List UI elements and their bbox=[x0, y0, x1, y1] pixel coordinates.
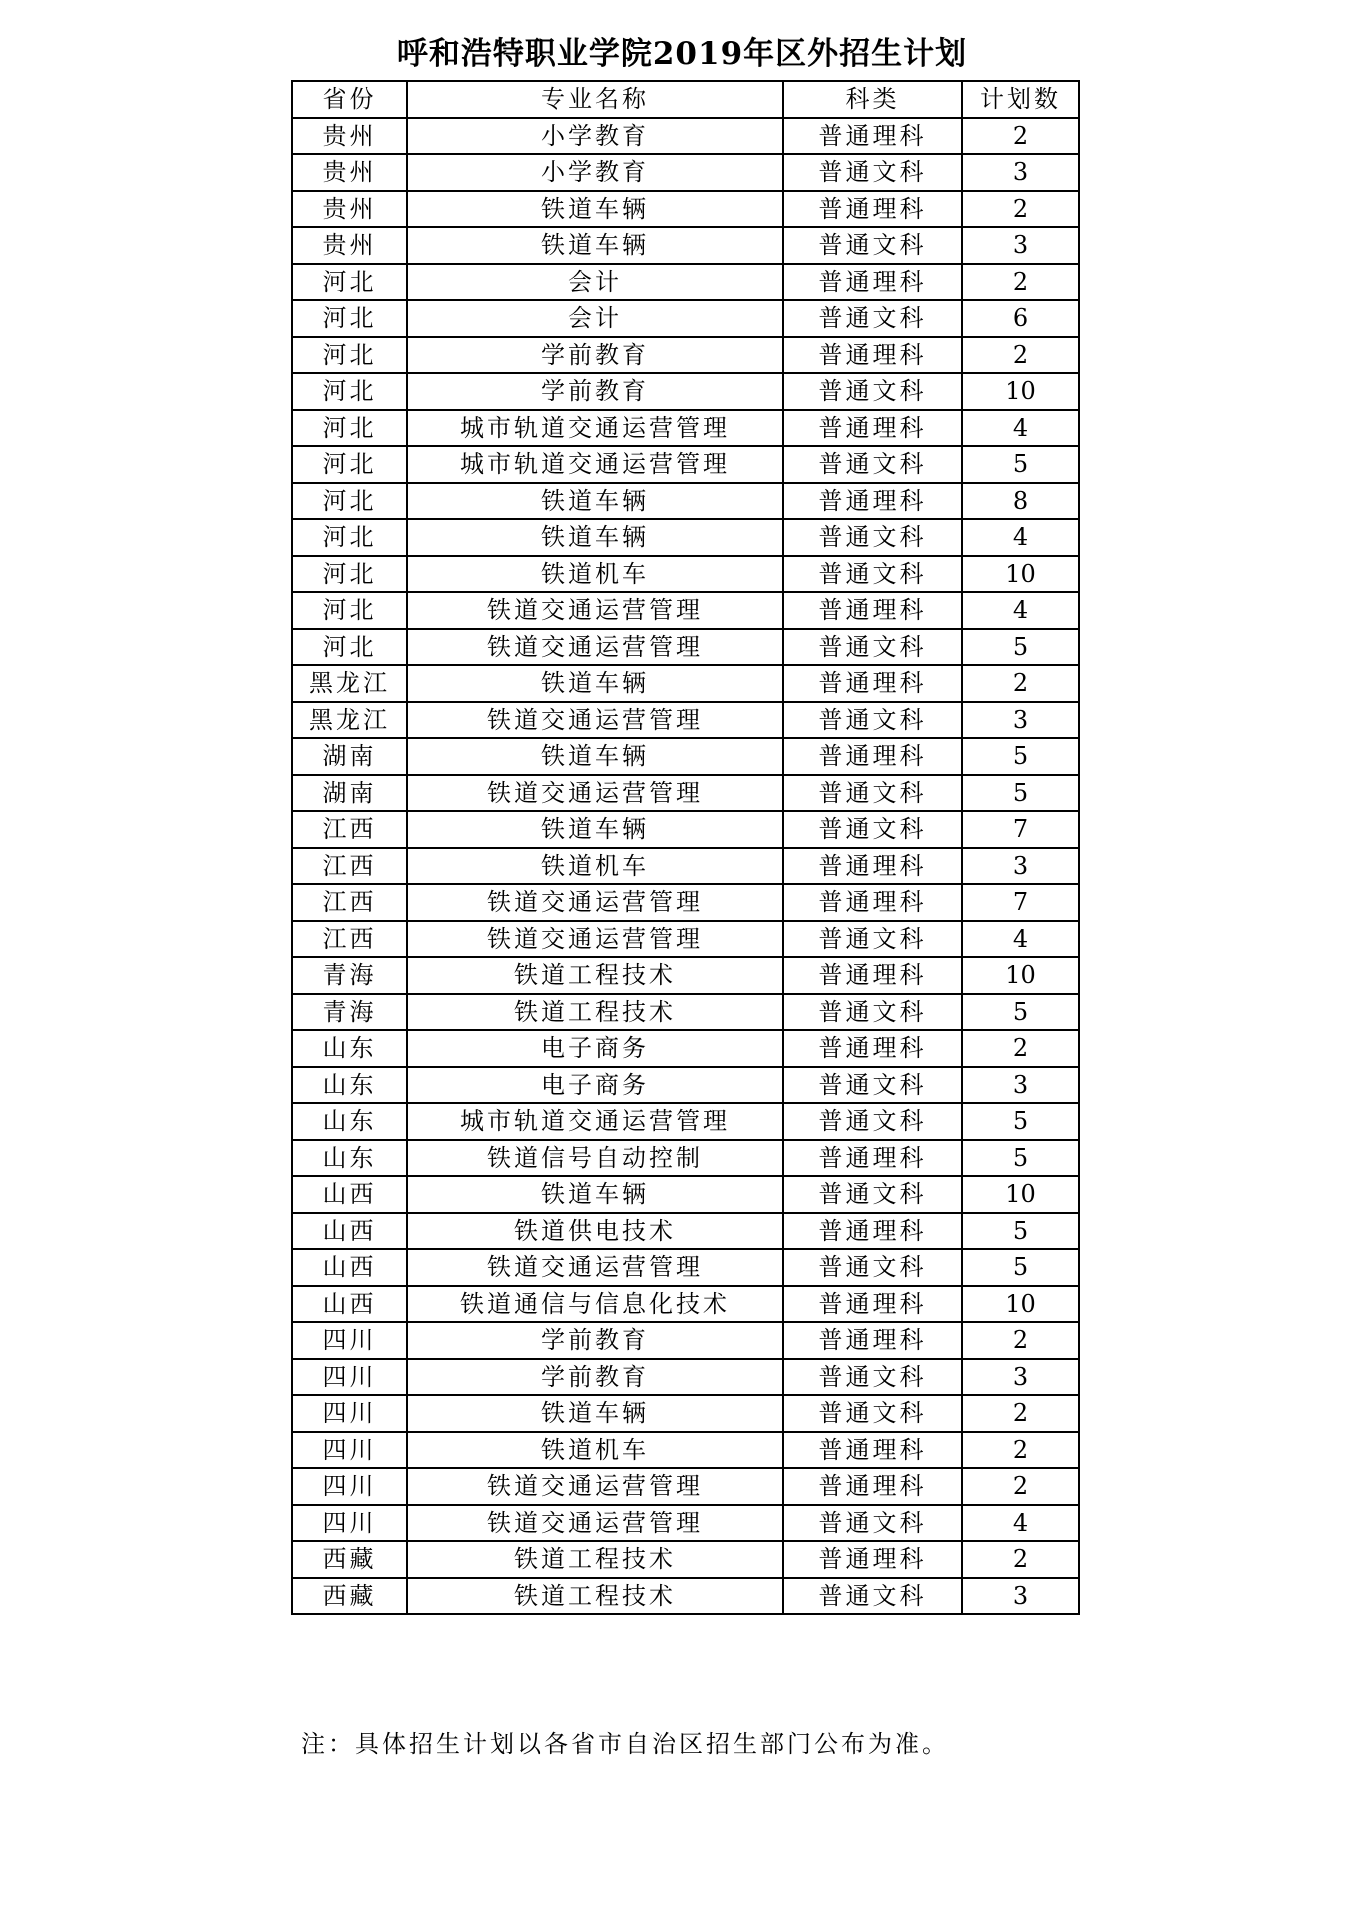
province-cell: 河北 bbox=[292, 373, 407, 410]
major-cell: 城市轨道交通运营管理 bbox=[407, 446, 783, 483]
plan-count-cell: 4 bbox=[962, 921, 1079, 958]
table-row bbox=[292, 1103, 1079, 1140]
category-cell: 普通文科 bbox=[783, 1249, 962, 1286]
table-row bbox=[292, 191, 1079, 228]
table-row bbox=[292, 300, 1079, 337]
major-cell: 铁道交通运营管理 bbox=[407, 775, 783, 812]
plan-count-cell: 2 bbox=[962, 264, 1079, 301]
province-cell: 河北 bbox=[292, 556, 407, 593]
plan-count-cell: 4 bbox=[962, 592, 1079, 629]
table-row bbox=[292, 811, 1079, 848]
province-cell: 山西 bbox=[292, 1249, 407, 1286]
province-cell: 青海 bbox=[292, 957, 407, 994]
province-cell: 河北 bbox=[292, 592, 407, 629]
province-cell: 贵州 bbox=[292, 191, 407, 228]
plan-count-cell: 10 bbox=[962, 957, 1079, 994]
plan-count-cell: 4 bbox=[962, 519, 1079, 556]
table-row bbox=[292, 373, 1079, 410]
major-cell: 铁道交通运营管理 bbox=[407, 592, 783, 629]
table-row bbox=[292, 1359, 1079, 1396]
plan-count-cell: 3 bbox=[962, 848, 1079, 885]
plan-count-cell: 4 bbox=[962, 410, 1079, 447]
plan-count-cell: 7 bbox=[962, 811, 1079, 848]
category-cell: 普通文科 bbox=[783, 446, 962, 483]
header-plan-count: 计划数 bbox=[962, 81, 1079, 118]
table-header-row bbox=[292, 81, 1079, 118]
table-row bbox=[292, 665, 1079, 702]
category-cell: 普通文科 bbox=[783, 373, 962, 410]
table-row bbox=[292, 1432, 1079, 1469]
major-cell: 铁道车辆 bbox=[407, 738, 783, 775]
province-cell: 贵州 bbox=[292, 154, 407, 191]
major-cell: 铁道车辆 bbox=[407, 665, 783, 702]
major-cell: 小学教育 bbox=[407, 118, 783, 155]
plan-count-cell: 5 bbox=[962, 1213, 1079, 1250]
major-cell: 铁道交通运营管理 bbox=[407, 629, 783, 666]
table-row bbox=[292, 519, 1079, 556]
plan-count-cell: 2 bbox=[962, 665, 1079, 702]
category-cell: 普通理科 bbox=[783, 1286, 962, 1323]
category-cell: 普通理科 bbox=[783, 738, 962, 775]
footnote: 注：具体招生计划以各省市自治区招生部门公布为准。 bbox=[301, 1730, 949, 1758]
province-cell: 江西 bbox=[292, 848, 407, 885]
province-cell: 河北 bbox=[292, 300, 407, 337]
major-cell: 铁道车辆 bbox=[407, 519, 783, 556]
province-cell: 山东 bbox=[292, 1103, 407, 1140]
major-cell: 城市轨道交通运营管理 bbox=[407, 1103, 783, 1140]
plan-count-cell: 2 bbox=[962, 1322, 1079, 1359]
category-cell: 普通文科 bbox=[783, 519, 962, 556]
major-cell: 小学教育 bbox=[407, 154, 783, 191]
category-cell: 普通理科 bbox=[783, 1213, 962, 1250]
province-cell: 山西 bbox=[292, 1213, 407, 1250]
category-cell: 普通理科 bbox=[783, 848, 962, 885]
province-cell: 河北 bbox=[292, 264, 407, 301]
province-cell: 山东 bbox=[292, 1030, 407, 1067]
province-cell: 河北 bbox=[292, 519, 407, 556]
province-cell: 河北 bbox=[292, 446, 407, 483]
category-cell: 普通文科 bbox=[783, 154, 962, 191]
table-row bbox=[292, 848, 1079, 885]
major-cell: 铁道车辆 bbox=[407, 483, 783, 520]
major-cell: 铁道通信与信息化技术 bbox=[407, 1286, 783, 1323]
province-cell: 四川 bbox=[292, 1395, 407, 1432]
table-row bbox=[292, 1176, 1079, 1213]
category-cell: 普通文科 bbox=[783, 775, 962, 812]
major-cell: 铁道车辆 bbox=[407, 1176, 783, 1213]
category-cell: 普通文科 bbox=[783, 811, 962, 848]
category-cell: 普通理科 bbox=[783, 410, 962, 447]
table-row bbox=[292, 337, 1079, 374]
table-row bbox=[292, 1322, 1079, 1359]
major-cell: 铁道交通运营管理 bbox=[407, 884, 783, 921]
major-cell: 铁道机车 bbox=[407, 1432, 783, 1469]
category-cell: 普通理科 bbox=[783, 264, 962, 301]
major-cell: 铁道交通运营管理 bbox=[407, 1249, 783, 1286]
category-cell: 普通文科 bbox=[783, 227, 962, 264]
province-cell: 黑龙江 bbox=[292, 665, 407, 702]
major-cell: 铁道工程技术 bbox=[407, 994, 783, 1031]
table-row bbox=[292, 738, 1079, 775]
plan-count-cell: 8 bbox=[962, 483, 1079, 520]
plan-count-cell: 10 bbox=[962, 1286, 1079, 1323]
table-row bbox=[292, 884, 1079, 921]
category-cell: 普通理科 bbox=[783, 592, 962, 629]
category-cell: 普通理科 bbox=[783, 957, 962, 994]
category-cell: 普通文科 bbox=[783, 1103, 962, 1140]
plan-count-cell: 3 bbox=[962, 702, 1079, 739]
province-cell: 湖南 bbox=[292, 738, 407, 775]
plan-count-cell: 5 bbox=[962, 1103, 1079, 1140]
province-cell: 江西 bbox=[292, 811, 407, 848]
header-major: 专业名称 bbox=[407, 81, 783, 118]
table-row bbox=[292, 1395, 1079, 1432]
province-cell: 河北 bbox=[292, 337, 407, 374]
province-cell: 河北 bbox=[292, 483, 407, 520]
major-cell: 铁道机车 bbox=[407, 556, 783, 593]
plan-count-cell: 10 bbox=[962, 373, 1079, 410]
province-cell: 四川 bbox=[292, 1468, 407, 1505]
plan-count-cell: 2 bbox=[962, 1432, 1079, 1469]
major-cell: 铁道车辆 bbox=[407, 191, 783, 228]
plan-count-cell: 5 bbox=[962, 775, 1079, 812]
plan-count-cell: 2 bbox=[962, 191, 1079, 228]
major-cell: 会计 bbox=[407, 264, 783, 301]
table-row bbox=[292, 1213, 1079, 1250]
major-cell: 铁道车辆 bbox=[407, 811, 783, 848]
plan-count-cell: 2 bbox=[962, 1395, 1079, 1432]
plan-count-cell: 5 bbox=[962, 446, 1079, 483]
category-cell: 普通文科 bbox=[783, 1578, 962, 1615]
table-row bbox=[292, 1578, 1079, 1615]
plan-count-cell: 3 bbox=[962, 1359, 1079, 1396]
category-cell: 普通理科 bbox=[783, 337, 962, 374]
major-cell: 铁道机车 bbox=[407, 848, 783, 885]
table-row bbox=[292, 446, 1079, 483]
major-cell: 城市轨道交通运营管理 bbox=[407, 410, 783, 447]
category-cell: 普通理科 bbox=[783, 191, 962, 228]
plan-count-cell: 2 bbox=[962, 1468, 1079, 1505]
category-cell: 普通理科 bbox=[783, 118, 962, 155]
table-row bbox=[292, 702, 1079, 739]
table-row bbox=[292, 1505, 1079, 1542]
major-cell: 铁道工程技术 bbox=[407, 1578, 783, 1615]
province-cell: 贵州 bbox=[292, 118, 407, 155]
category-cell: 普通理科 bbox=[783, 1140, 962, 1177]
province-cell: 四川 bbox=[292, 1432, 407, 1469]
plan-count-cell: 7 bbox=[962, 884, 1079, 921]
category-cell: 普通文科 bbox=[783, 921, 962, 958]
category-cell: 普通理科 bbox=[783, 483, 962, 520]
category-cell: 普通理科 bbox=[783, 1541, 962, 1578]
province-cell: 山西 bbox=[292, 1286, 407, 1323]
plan-count-cell: 5 bbox=[962, 629, 1079, 666]
category-cell: 普通文科 bbox=[783, 300, 962, 337]
category-cell: 普通文科 bbox=[783, 1176, 962, 1213]
major-cell: 铁道工程技术 bbox=[407, 957, 783, 994]
document-title: 呼和浩特职业学院2019年区外招生计划 bbox=[396, 36, 968, 72]
category-cell: 普通文科 bbox=[783, 702, 962, 739]
table-row bbox=[292, 1249, 1079, 1286]
table-row bbox=[292, 154, 1079, 191]
table-row bbox=[292, 1067, 1079, 1104]
table-row bbox=[292, 1468, 1079, 1505]
province-cell: 西藏 bbox=[292, 1541, 407, 1578]
plan-count-cell: 3 bbox=[962, 1578, 1079, 1615]
major-cell: 铁道信号自动控制 bbox=[407, 1140, 783, 1177]
major-cell: 学前教育 bbox=[407, 373, 783, 410]
province-cell: 湖南 bbox=[292, 775, 407, 812]
category-cell: 普通理科 bbox=[783, 1468, 962, 1505]
province-cell: 江西 bbox=[292, 921, 407, 958]
table-row bbox=[292, 227, 1079, 264]
province-cell: 四川 bbox=[292, 1505, 407, 1542]
province-cell: 山东 bbox=[292, 1067, 407, 1104]
major-cell: 铁道车辆 bbox=[407, 227, 783, 264]
table-row bbox=[292, 957, 1079, 994]
plan-count-cell: 5 bbox=[962, 1249, 1079, 1286]
category-cell: 普通理科 bbox=[783, 1030, 962, 1067]
plan-count-cell: 3 bbox=[962, 154, 1079, 191]
province-cell: 四川 bbox=[292, 1359, 407, 1396]
province-cell: 山东 bbox=[292, 1140, 407, 1177]
province-cell: 河北 bbox=[292, 629, 407, 666]
table-row bbox=[292, 629, 1079, 666]
province-cell: 黑龙江 bbox=[292, 702, 407, 739]
plan-count-cell: 10 bbox=[962, 1176, 1079, 1213]
plan-count-cell: 10 bbox=[962, 556, 1079, 593]
category-cell: 普通文科 bbox=[783, 556, 962, 593]
table-body bbox=[292, 118, 1079, 1615]
table-row bbox=[292, 921, 1079, 958]
category-cell: 普通文科 bbox=[783, 1505, 962, 1542]
table-row bbox=[292, 118, 1079, 155]
category-cell: 普通文科 bbox=[783, 1395, 962, 1432]
plan-count-cell: 5 bbox=[962, 738, 1079, 775]
category-cell: 普通理科 bbox=[783, 1432, 962, 1469]
major-cell: 铁道交通运营管理 bbox=[407, 1505, 783, 1542]
table-row bbox=[292, 556, 1079, 593]
major-cell: 学前教育 bbox=[407, 337, 783, 374]
major-cell: 学前教育 bbox=[407, 1322, 783, 1359]
table-row bbox=[292, 264, 1079, 301]
plan-count-cell: 2 bbox=[962, 1541, 1079, 1578]
plan-count-cell: 5 bbox=[962, 994, 1079, 1031]
province-cell: 山西 bbox=[292, 1176, 407, 1213]
enrollment-plan-table bbox=[291, 80, 1080, 1615]
plan-count-cell: 3 bbox=[962, 227, 1079, 264]
province-cell: 河北 bbox=[292, 410, 407, 447]
table-row bbox=[292, 592, 1079, 629]
major-cell: 铁道交通运营管理 bbox=[407, 702, 783, 739]
category-cell: 普通理科 bbox=[783, 665, 962, 702]
province-cell: 贵州 bbox=[292, 227, 407, 264]
plan-count-cell: 2 bbox=[962, 1030, 1079, 1067]
plan-count-cell: 5 bbox=[962, 1140, 1079, 1177]
category-cell: 普通理科 bbox=[783, 884, 962, 921]
category-cell: 普通文科 bbox=[783, 994, 962, 1031]
header-category: 科类 bbox=[783, 81, 962, 118]
major-cell: 铁道车辆 bbox=[407, 1395, 783, 1432]
table-row bbox=[292, 1541, 1079, 1578]
header-province: 省份 bbox=[292, 81, 407, 118]
major-cell: 电子商务 bbox=[407, 1067, 783, 1104]
major-cell: 铁道交通运营管理 bbox=[407, 1468, 783, 1505]
category-cell: 普通文科 bbox=[783, 1067, 962, 1104]
major-cell: 铁道供电技术 bbox=[407, 1213, 783, 1250]
major-cell: 电子商务 bbox=[407, 1030, 783, 1067]
major-cell: 铁道工程技术 bbox=[407, 1541, 783, 1578]
table-row bbox=[292, 410, 1079, 447]
category-cell: 普通文科 bbox=[783, 1359, 962, 1396]
category-cell: 普通文科 bbox=[783, 629, 962, 666]
table-row bbox=[292, 483, 1079, 520]
table-row bbox=[292, 994, 1079, 1031]
category-cell: 普通理科 bbox=[783, 1322, 962, 1359]
table-row bbox=[292, 1030, 1079, 1067]
plan-count-cell: 6 bbox=[962, 300, 1079, 337]
major-cell: 会计 bbox=[407, 300, 783, 337]
plan-count-cell: 2 bbox=[962, 337, 1079, 374]
table-row bbox=[292, 775, 1079, 812]
province-cell: 四川 bbox=[292, 1322, 407, 1359]
table-row bbox=[292, 1140, 1079, 1177]
plan-count-cell: 3 bbox=[962, 1067, 1079, 1104]
plan-count-cell: 4 bbox=[962, 1505, 1079, 1542]
major-cell: 学前教育 bbox=[407, 1359, 783, 1396]
plan-count-cell: 2 bbox=[962, 118, 1079, 155]
province-cell: 青海 bbox=[292, 994, 407, 1031]
table-row bbox=[292, 1286, 1079, 1323]
major-cell: 铁道交通运营管理 bbox=[407, 921, 783, 958]
province-cell: 江西 bbox=[292, 884, 407, 921]
province-cell: 西藏 bbox=[292, 1578, 407, 1615]
